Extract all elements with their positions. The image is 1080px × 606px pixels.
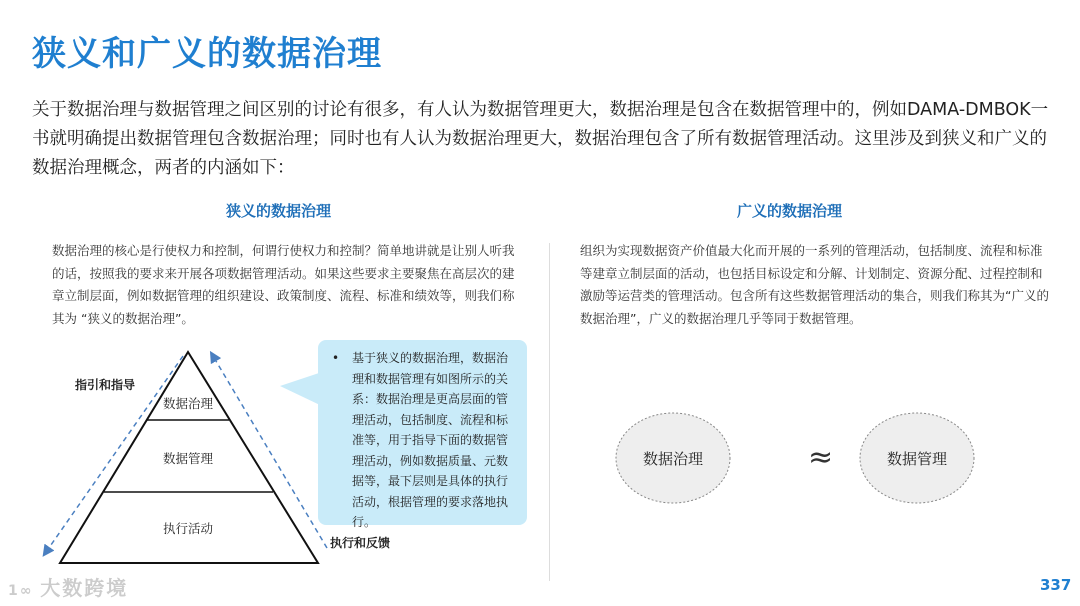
callout-pointer	[280, 372, 322, 406]
watermark-logo: 1∞ 大数跨境	[8, 576, 129, 600]
ellipse-governance-label: 数据治理	[643, 450, 704, 468]
page-title: 狭义和广义的数据治理	[32, 34, 382, 74]
approx-symbol: ≈	[808, 440, 834, 475]
feedback-label: 执行和反馈	[330, 536, 391, 550]
guidance-label: 指引和指导	[75, 378, 136, 392]
broad-heading: 广义的数据治理	[737, 202, 843, 220]
callout-text: 基于狭义的数据治理，数据治理和数据管理有如图所示的关系：数据治理是更高层面的管理活动，包括制度、流程和标准等，用于指导下面的数据管理活动，例如数据质量、元数据等，最下层则是具体的执行活动，根据管理的要求落地执行。	[352, 351, 509, 529]
narrow-text: 数据治理的核心是行使权力和控制，何谓行使权力和控制？简单地讲就是让别人听我的话，按照我的要求来开展各项数据管理活动。如果这些要求主要聚焦在高层次的建章立制层面，例如数据管理的组织建设、政策制度、流程、标准和绩效等，则我们称其为 “狭义的数据治理”。	[52, 243, 515, 326]
pyramid-top-label: 数据治理	[163, 396, 214, 411]
page-number: 337	[1040, 576, 1072, 594]
watermark-text: 大数跨境	[40, 576, 129, 600]
pyramid-middle-label: 数据管理	[163, 451, 214, 466]
intro-paragraph: 关于数据治理与数据管理之间区别的讨论有很多，有人认为数据管理更大，数据治理是包含在数据管理中的，例如DAMA-DMBOK一书就明确提出数据管理包含数据治理；同时也有人认为数据治理更大，数据治理包含了所有数据管理活动。这里涉及到狭义和广义的数据治理概念，两者的内涵如下：	[32, 100, 1049, 178]
ellipse-management-label: 数据管理	[887, 450, 948, 468]
pyramid-bottom-label: 执行活动	[163, 521, 214, 536]
narrow-heading: 狭义的数据治理	[226, 202, 332, 220]
bullet: •	[332, 351, 340, 365]
broad-text: 组织为实现数据资产价值最大化而开展的一系列的管理活动，包括制度、流程和标准等建章立制层面的活动，也包括目标设定和分解、计划制定、资源分配、过程控制和激励等运营类的管理活动。包含所有这些数据管理活动的集合，则我们称其为“广义的数据治理”，广义的数据治理几乎等同于数据管理。	[580, 243, 1049, 326]
callout-content	[330, 348, 518, 533]
